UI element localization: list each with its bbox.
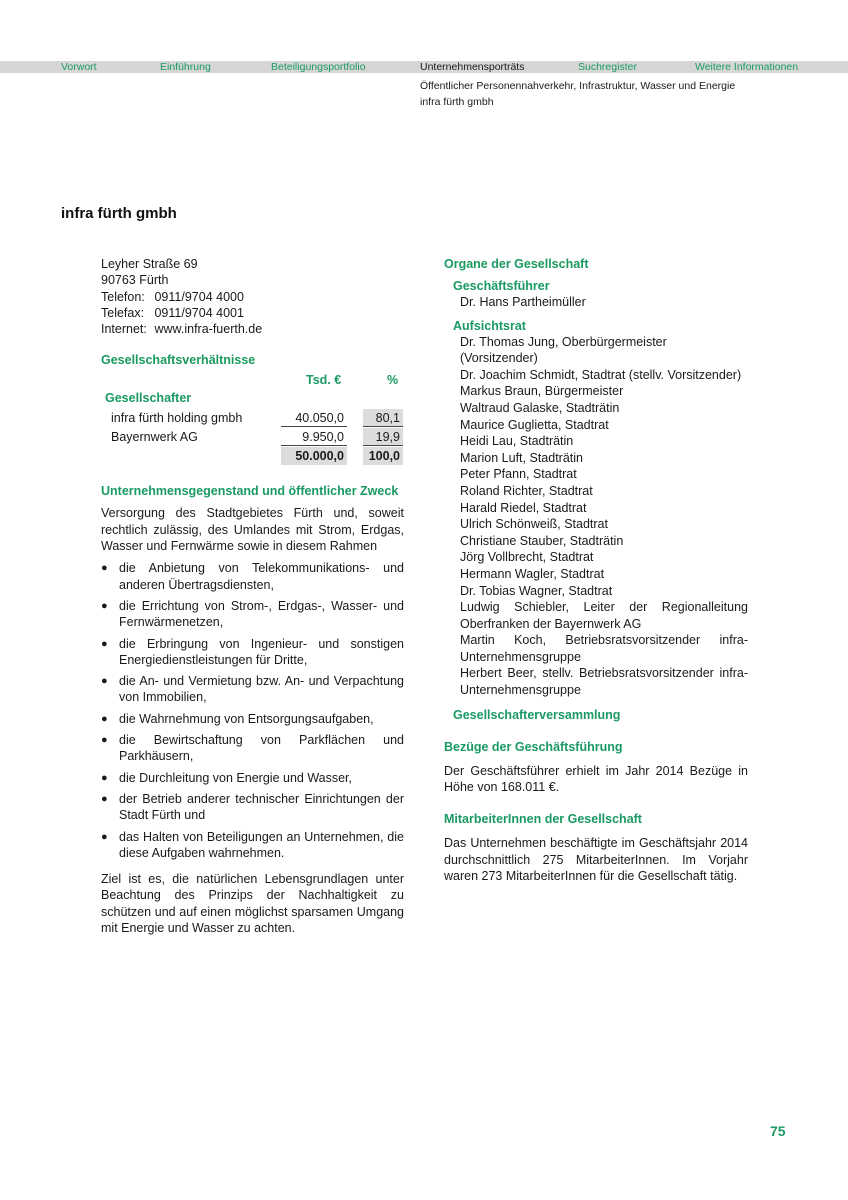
shareholder-group-label: Gesellschafter — [105, 391, 192, 406]
board-member: Waltraud Galaske, Stadträtin — [460, 400, 620, 415]
list-item-text: das Halten von Beteiligungen an Unternehmen, die diese Aufgaben wahrnehmen. — [119, 829, 404, 860]
address-phone — [101, 289, 404, 305]
breadcrumb-category: Öffentlicher Personennahverkehr, Infrastruktur, Wasser und Energie — [420, 80, 736, 92]
phone-value: 0911/9704 4000 — [154, 289, 244, 304]
list-item-text: der Betrieb anderer technischer Einrichtungen der Stadt Fürth und — [119, 791, 404, 823]
list-item-text: die Wahrnehmung von Entsorgungsaufgaben, — [119, 711, 374, 726]
list-item — [101, 732, 404, 765]
board-member: Hermann Wagler, Stadtrat — [460, 566, 605, 581]
organs-heading: Organe der Gesellschaft — [444, 257, 589, 271]
nav-item-einfuehrung[interactable]: Einführung — [160, 61, 211, 73]
fax-label: Telefax: — [101, 305, 145, 320]
shareholder-name: infra fürth holding gmbh — [111, 411, 243, 426]
bullet-icon: ● — [101, 637, 108, 650]
right-column — [444, 256, 748, 884]
ceo-name: Dr. Hans Partheimüller — [460, 295, 586, 309]
nav-item-suchregister[interactable]: Suchregister — [578, 61, 637, 73]
board-member: Martin Koch, Betriebsratsvorsitzender infra-Unternehmensgruppe — [460, 633, 748, 664]
page-title: infra fürth gmbh — [61, 205, 177, 222]
list-item — [101, 598, 404, 631]
list-item — [101, 829, 404, 862]
board-member: Heidi Lau, Stadträtin — [460, 434, 574, 449]
list-item — [101, 673, 404, 706]
address-fax — [101, 305, 404, 321]
board-member: Ulrich Schönweiß, Stadtrat — [460, 517, 608, 532]
phone-label: Telefon: — [101, 289, 145, 304]
nav-item-beteiligungsportfolio[interactable]: Beteiligungsportfolio — [271, 61, 366, 73]
board-member: Markus Braun, Bürgermeister — [460, 384, 624, 399]
col-header-amount: Tsd. € — [306, 373, 342, 388]
list-item — [101, 560, 404, 593]
web-link[interactable]: www.infra-fuerth.de — [154, 322, 263, 337]
web-label: Internet: — [101, 322, 147, 337]
bullet-icon: ● — [101, 675, 108, 688]
list-item-text: die Erbringung von Ingenieur- und sonstigen Energiedienstleistungen für Dritte, — [119, 636, 404, 667]
ownership-heading: Gesellschaftsverhältnisse — [101, 353, 256, 368]
purpose-list — [101, 560, 404, 861]
board-member: Marion Luft, Stadträtin — [460, 450, 583, 465]
pay-heading: Bezüge der Geschäftsführung — [444, 739, 623, 754]
board-member: Roland Richter, Stadtrat — [460, 483, 593, 498]
board-member: Herbert Beer, stellv. Betriebsratsvorsitzender infra-Unternehmensgruppe — [460, 666, 748, 698]
board-list — [444, 334, 748, 699]
bullet-icon: ● — [101, 712, 108, 725]
bullet-icon: ● — [101, 562, 108, 575]
purpose-intro: Versorgung des Stadtgebietes Fürth und, soweit rechtlich zulässig, des Umlandes mit Strom, Erdgas, Wasser und Fernwärme sowie in diesem Rahmen — [101, 506, 404, 554]
board-member: Maurice Guglietta, Stadtrat — [460, 417, 609, 432]
bullet-icon: ● — [101, 830, 108, 843]
staff-heading: MitarbeiterInnen der Gesellschaft — [444, 812, 642, 827]
list-item-text: die Anbietung von Telekommunikations- und anderen Übertragsdiensten, — [119, 561, 404, 592]
board-member: Jörg Vollbrecht, Stadtrat — [460, 550, 594, 565]
address-web — [101, 321, 404, 337]
fax-value: 0911/9704 4001 — [154, 305, 244, 320]
shareholder-amount: 9.950,0 — [281, 428, 347, 446]
nav-item-unternehmensportraets[interactable]: Unternehmensporträts — [420, 61, 525, 73]
list-item-text: die Errichtung von Strom-, Erdgas-, Wasser- und Fernwärmenetzen, — [119, 598, 404, 630]
nav-item-vorwort[interactable]: Vorwort — [61, 61, 97, 73]
list-item-text: die An- und Vermietung bzw. An- und Verpachtung von Immobilien, — [119, 674, 404, 705]
list-item — [101, 791, 404, 824]
board-member: Christiane Stauber, Stadträtin — [460, 533, 624, 548]
board-member: Ludwig Schiebler, Leiter der Regionalleitung Oberfranken der Bayernwerk AG — [460, 600, 748, 631]
list-item-text: die Bewirtschaftung von Parkflächen und Parkhäusern, — [119, 733, 404, 764]
board-member: Harald Riedel, Stadtrat — [460, 500, 587, 515]
address-street: Leyher Straße 69 — [101, 257, 198, 271]
purpose-closing: Ziel ist es, die natürlichen Lebensgrundlagen unter Beachtung des Prinzips der Nachhaltigkeit zu schützen und auf einen möglichst sparsamen Umgang mit Energie und Wasser zu achten. — [101, 872, 404, 936]
bullet-icon: ● — [101, 771, 108, 784]
nav-item-weitere-informationen[interactable]: Weitere Informationen — [695, 61, 799, 73]
board-heading: Aufsichtsrat — [453, 318, 526, 333]
ceo-heading: Geschäftsführer — [453, 279, 550, 293]
total-amount: 50.000,0 — [281, 447, 347, 465]
list-item — [101, 636, 404, 669]
shareholder-amount: 40.050,0 — [281, 409, 347, 427]
assembly-heading: Gesellschafterversammlung — [453, 707, 621, 722]
shareholder-name: Bayernwerk AG — [111, 430, 198, 445]
ownership-table — [101, 373, 404, 467]
breadcrumb-company: infra fürth gmbh — [420, 96, 494, 108]
list-item-text: die Durchleitung von Energie und Wasser, — [119, 770, 353, 785]
shareholder-pct: 80,1 — [363, 409, 403, 427]
list-item — [101, 711, 404, 727]
left-column — [101, 256, 404, 936]
list-item — [101, 770, 404, 786]
board-member: Dr. Thomas Jung, Oberbürgermeister (Vorsitzender) — [460, 334, 667, 366]
shareholder-pct: 19,9 — [363, 428, 403, 446]
bullet-icon: ● — [101, 599, 108, 612]
purpose-heading: Unternehmensgegenstand und öffentlicher Zweck — [101, 484, 399, 499]
board-member: Peter Pfann, Stadtrat — [460, 467, 577, 482]
bullet-icon: ● — [101, 734, 108, 747]
pay-text: Der Geschäftsführer erhielt im Jahr 2014 Bezüge in Höhe von 168.011 €. — [444, 763, 748, 794]
address-city: 90763 Fürth — [101, 273, 169, 288]
board-member: Dr. Joachim Schmidt, Stadtrat (stellv. Vorsitzender) — [460, 367, 742, 382]
total-pct: 100,0 — [363, 447, 403, 465]
staff-text: Das Unternehmen beschäftigte im Geschäftsjahr 2014 durchschnittlich 275 MitarbeiterInnen. Im Vorjahr waren 273 MitarbeiterInnen für die Gesellschaft tätig. — [444, 836, 748, 883]
col-header-pct: % — [387, 373, 399, 388]
board-member: Dr. Tobias Wagner, Stadtrat — [460, 583, 613, 598]
page-number: 75 — [770, 1123, 786, 1139]
address-block — [101, 256, 404, 337]
bullet-icon: ● — [101, 792, 108, 805]
